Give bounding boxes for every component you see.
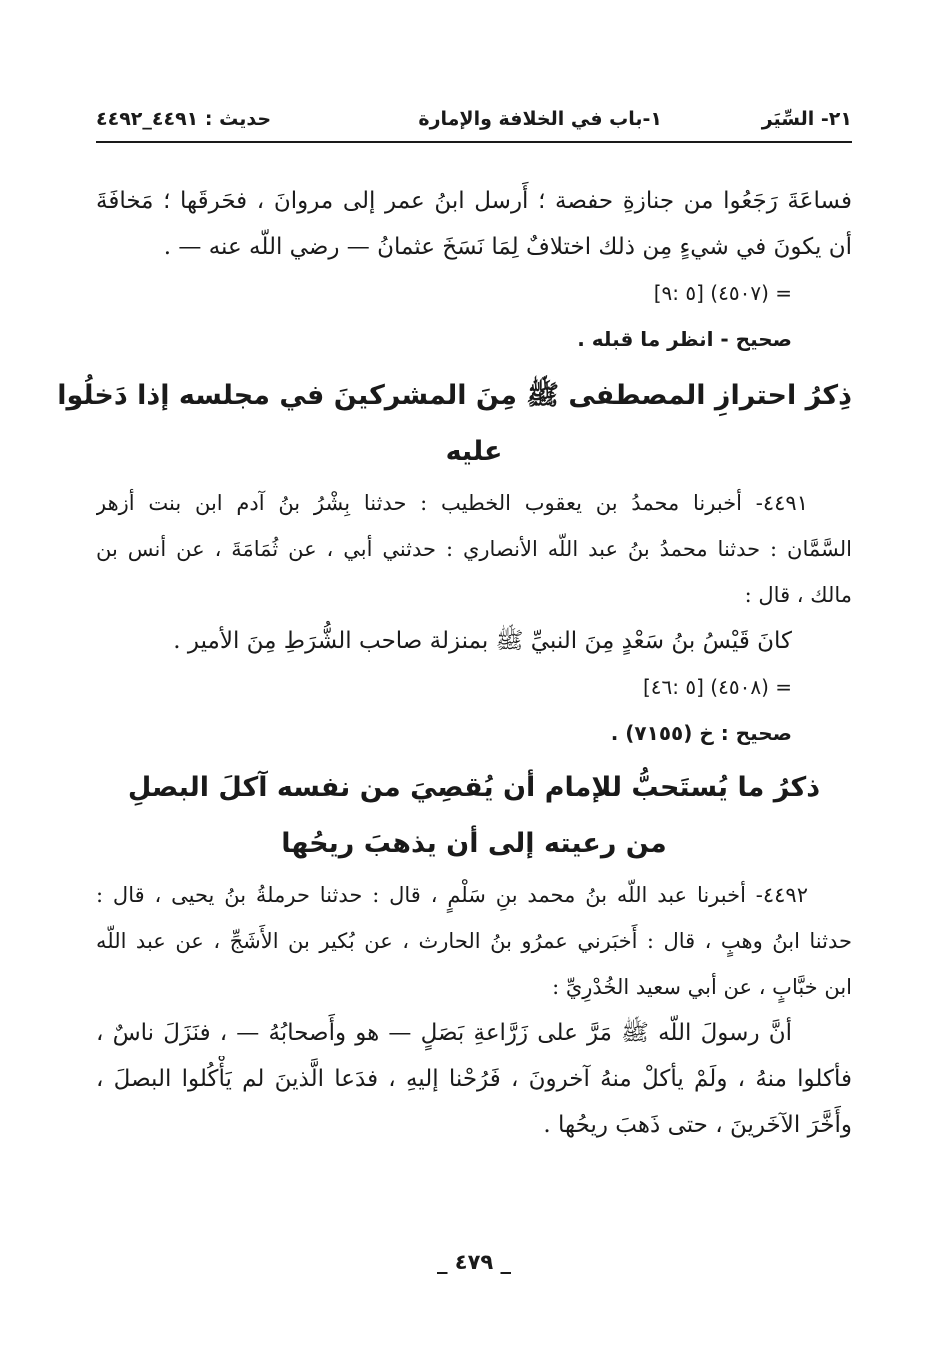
hadith1-matn: كانَ قَيْسُ بنُ سَعْدٍ مِنَ النبيِّ ﷺ بمنزلة صاحب الشُّرَطِ مِنَ الأمير . <box>173 628 792 654</box>
chapter1-title-line1: ذِكرُ احترازِ المصطفى ﷺ مِنَ المشركينَ في مجلسه إذا دَخلُوا <box>57 380 852 411</box>
hadith1-isnad-line1: ٤٤٩١- أخبرنا محمدُ بن يعقوب الخطيب : حدثنا بِشْرُ بنُ آدم ابن بنت أزهر <box>96 491 808 515</box>
hadith1-isnad-line3: مالك ، قال : <box>744 583 852 607</box>
page-number: _ ٤٧٩ _ <box>436 1250 512 1274</box>
hadith2-matn-line2: فأكلوا منهُ ، ولَمْ يأكلْ منهُ آخرونَ ، فَرُحْنا إليهِ ، فدَعا الَّذينَ لم يَأْكُلوا البصلَ ، <box>96 1066 852 1092</box>
hadith2-isnad-line2: حدثنا ابنُ وهبٍ ، قال : أَخبَرني عمرُو بنُ الحارث ، عن بُكير بن الأَشَجِّ ، عن عبد اللّه <box>96 929 852 953</box>
page-body <box>57 178 852 1148</box>
para1-line2: أن يكونَ في شيءٍ مِن ذلك اختلافٌ لِمَا نَسَخَ عثمانُ — رضي اللّه عنه — . <box>163 234 852 260</box>
hadith1-reference: = (٤٥٠٨) [٥ :٤٦] <box>642 675 792 699</box>
para1-reference: = (٤٥٠٧) [٥ :٩] <box>653 281 792 305</box>
running-header <box>96 100 852 136</box>
hadith2-matn-line1: أنَّ رسولَ اللّه ﷺ مَرَّ على زَرَّاعةِ بَصَلٍ — هو وأَصحابُهُ — ، فنَزَلَ ناسٌ ، <box>96 1020 792 1046</box>
para1-grade: صحيح - انظر ما قبله . <box>577 327 792 351</box>
hadith-range: حديث : ٤٤٩١_٤٤٩٢ <box>96 108 272 130</box>
chapter2-title-line2: من رعيته إلى أن يذهبَ ريحُها <box>281 828 667 859</box>
hadith1-grade: صحيح : خ (٧١٥٥) . <box>610 721 792 745</box>
hadith2-isnad-line1: ٤٤٩٢- أخبرنا عبد اللّه بنُ محمد بنِ سَلْمٍ ، قال : حدثنا حرملةُ بنُ يحيى ، قال : <box>96 883 808 907</box>
hadith2-isnad-line3: ابن خبَّابٍ ، عن أبي سعيد الخُدْرِيِّ : <box>552 975 852 999</box>
chapter2-title-line1: ذكرُ ما يُستَحبُّ للإمام أن يُقصِيَ من نفسه آكلَ البصلِ <box>127 772 821 803</box>
hadith2-matn-line3: وأَخَّرَ الآخَرينَ ، حتى ذَهبَ ريحُها . <box>543 1112 852 1138</box>
section-label: ١-باب في الخلافة والإمارة <box>418 108 662 130</box>
chapter1-title-line2: عليه <box>445 436 503 467</box>
header-rule <box>96 141 852 143</box>
hadith1-isnad-line2: السَّمَّان : حدثنا محمدُ بنُ عبد اللّه الأنصاري : حدثني أبي ، عن ثُمَامَةَ ، عن أنس بن <box>96 537 852 561</box>
para1-line1: فساعَةَ رَجَعُوا من جنازةِ حفصة ؛ أَرسل ابنُ عمر إلى مروانَ ، فحَرقَها ؛ مَخافَةَ <box>96 188 852 214</box>
chapter-label: ٢١- السِّيَر <box>761 108 852 130</box>
